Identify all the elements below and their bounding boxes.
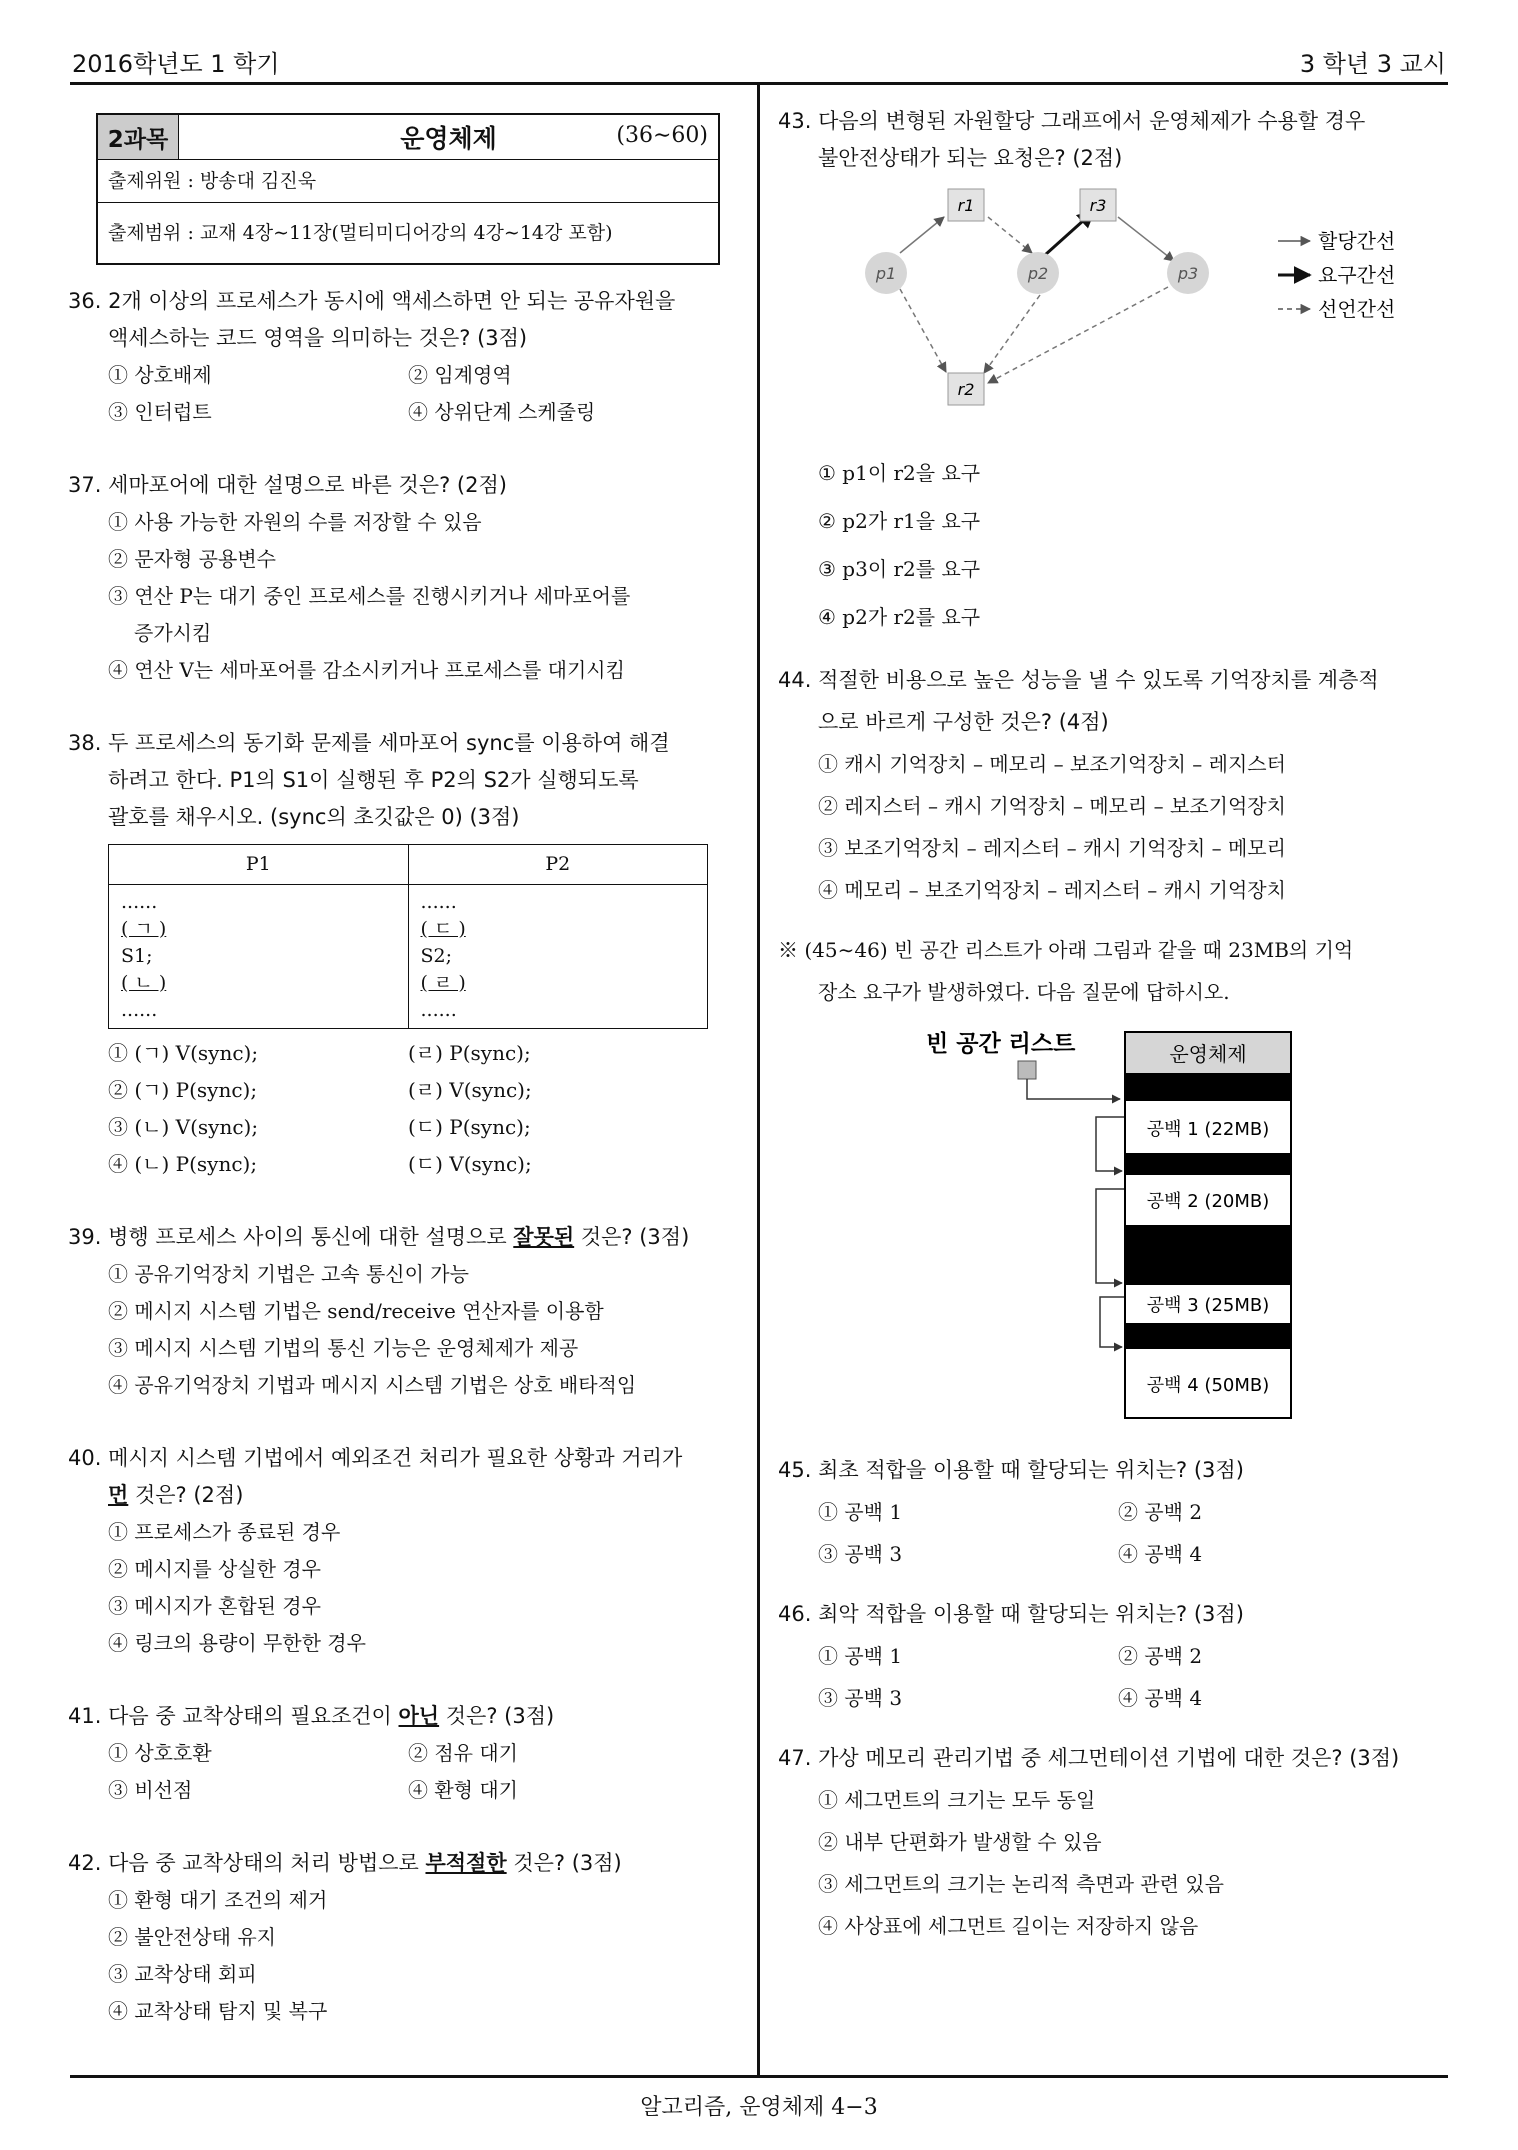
option: ② (ㄱ) P(sync); (108, 1078, 258, 1102)
emphasis: 먼 (108, 1483, 129, 1507)
label-p2: p2 (1027, 264, 1049, 283)
option: ① 환형 대기 조건의 제거 (108, 1888, 328, 1912)
option: ① 상호호환 (108, 1741, 212, 1765)
option: ③ 연산 P는 대기 중인 프로세스를 진행시키거나 세마포어를 (108, 584, 631, 608)
option-part: (ㄹ) P(sync); (408, 1041, 531, 1065)
head-pointer (1027, 1079, 1120, 1099)
link-hole3-hole4 (1100, 1297, 1124, 1347)
option: ① (ㄱ) V(sync); (108, 1041, 259, 1065)
subject-title: 운영체제 (36∼60) (400, 123, 708, 153)
hole-4-label: 공백 4 (50MB) (1146, 1375, 1270, 1396)
option: ① 상호배제 (108, 363, 212, 387)
edge-p3-r2 (988, 287, 1168, 383)
option: ④ 사상표에 세그먼트 길이는 저장하지 않음 (818, 1914, 1199, 1938)
edge-p2-r1 (988, 217, 1032, 253)
option: ④ 링크의 용량이 무한한 경우 (108, 1631, 366, 1655)
option: ① 세그먼트의 크기는 모두 동일 (818, 1788, 1096, 1812)
resource-allocation-graph (808, 177, 1428, 437)
subject-box (96, 113, 720, 265)
option: ④ 공백 4 (1118, 1686, 1203, 1710)
option: ② 점유 대기 (408, 1741, 518, 1765)
exam-semester: 2016학년도 1 학기 (72, 50, 280, 78)
option: ④ 환형 대기 (408, 1778, 518, 1802)
os-label: 운영체제 (1169, 1042, 1247, 1066)
question-47: 47. 가상 메모리 관리기법 중 세그먼테이션 기법에 대한 것은? (3점) ① 세그먼트의 크기는 모두 동일 ② 내부 단편화가 발생할 수 있음 ③ 세그먼트의 크기는 논리적 측면과 관련 있음 ④ 사상표에 세그먼트 길이는 저장하지 않음 (778, 1737, 1454, 1947)
option: ① p1이 r2을 요구 (818, 461, 981, 485)
p1-code: ...... ( ㄱ ) S1; ( ㄴ ) ...... (109, 885, 409, 1029)
hole-2-label: 공백 2 (20MB) (1146, 1191, 1270, 1212)
free-list-head (1018, 1061, 1036, 1079)
hole-1-label: 공백 1 (22MB) (1146, 1119, 1270, 1140)
option: ④ 상위단계 스케줄링 (408, 400, 596, 424)
question-38: 38. 두 프로세스의 동기화 문제를 세마포어 sync를 이용하여 해결 하려고 한다. P1의 S1이 실행된 후 P2의 S2가 실행되도록 괄호를 채우시오. (sync의 초깃값은 0) (3점) P1 P2 ...... ( ㄱ ) S1; ( ㄴ ) ...... ...... ( ㄷ ) S2; ( ㄹ ) ...... ① (ㄱ) V(sync); (ㄹ) P(sync); ② (ㄱ) P(sync); (ㄹ) V(sync); ③ (ㄴ) V(sync); (ㄷ) P(sync); ④ (ㄴ) P(sync); (ㄷ) V(sync); (68, 725, 744, 1183)
option: ④ 교착상태 탐지 및 복구 (108, 1999, 328, 2023)
option: ③ p3이 r2를 요구 (818, 557, 981, 581)
label-r3: r3 (1089, 196, 1107, 215)
option: ② 내부 단편화가 발생할 수 있음 (818, 1830, 1102, 1854)
option: ① 프로세스가 종료된 경우 (108, 1520, 341, 1544)
label-r1: r1 (957, 196, 975, 215)
label-p3: p3 (1177, 264, 1199, 283)
option: ② p2가 r1을 요구 (818, 509, 981, 533)
exam-grade-period: 3 학년 3 교시 (1299, 50, 1446, 78)
option: ③ 메시지 시스템 기법의 통신 기능은 운영체제가 제공 (108, 1336, 579, 1360)
edge-r1-p1 (900, 217, 944, 253)
label-r2: r2 (957, 380, 975, 399)
code-table (108, 844, 708, 1029)
legend-allocation: 할당간선 (1318, 229, 1396, 253)
edge-p1-r2 (900, 289, 946, 372)
option: ① 캐시 기억장치 – 메모리 – 보조기억장치 – 레지스터 (818, 752, 1286, 776)
footer-rule (70, 2075, 1448, 2078)
option: ③ 메시지가 혼합된 경우 (108, 1594, 321, 1618)
option-part: (ㄷ) P(sync); (408, 1115, 531, 1139)
instruction-note: ※ (45∼46) 빈 공간 리스트가 아래 그림과 같을 때 23MB의 기억 장소 요구가 발생하였다. 다음 질문에 답하시오. (778, 938, 1354, 1004)
free-list-label: 빈 공간 리스트 (926, 1031, 1076, 1057)
option: ③ 세그먼트의 크기는 논리적 측면과 관련 있음 (818, 1872, 1224, 1896)
question-range: (36∼60) (616, 123, 708, 148)
option: ③ 인터럽트 (108, 400, 212, 424)
emphasis: 부적절한 (425, 1851, 507, 1875)
question-43: 43. 다음의 변형된 자원할당 그래프에서 운영체제가 수용할 경우 불안전상태가 되는 요청은? (2점) r1 r3 r2 p1 p2 p3 할당간선 요구간선 선언간선 ① p1이 r2을 요구 ② p2가 r1을 요구 ③ p3이 r2를 요구 ④ p2가 r2를 요구 (778, 103, 1454, 641)
table-header-p2: P2 (408, 845, 708, 885)
option: ② 메시지 시스템 기법은 send/receive 연산자를 이용함 (108, 1299, 604, 1323)
question-45: 45. 최초 적합을 이용할 때 할당되는 위치는? (3점) ① 공백 1 ② 공백 2 ③ 공백 3 ④ 공백 4 (778, 1449, 1454, 1575)
option: ① 공백 1 (818, 1644, 903, 1668)
p2-code: ...... ( ㄷ ) S2; ( ㄹ ) ...... (408, 885, 708, 1029)
option: ② 레지스터 – 캐시 기억장치 – 메모리 – 보조기억장치 (818, 794, 1286, 818)
link-hole1-hole2 (1096, 1117, 1124, 1171)
option: ④ (ㄴ) P(sync); (108, 1152, 258, 1176)
edge-p2-r2 (984, 295, 1040, 373)
legend-claim: 선언간선 (1318, 297, 1396, 321)
subject-label: 2과목 (98, 115, 179, 159)
page-footer: 알고리즘, 운영체제 4−3 (640, 2095, 878, 2120)
option: ② 공백 2 (1118, 1500, 1203, 1524)
question-42: 42. 다음 중 교착상태의 처리 방법으로 부적절한 것은? (3점) ① 환형 대기 조건의 제거 ② 불안전상태 유지 ③ 교착상태 회피 ④ 교착상태 탐지 및 복구 (68, 1845, 744, 2030)
option: ④ 공유기억장치 기법과 메시지 시스템 기법은 상호 배타적임 (108, 1373, 637, 1397)
subject-author: 출제위원 : 방송대 김진욱 (98, 160, 718, 203)
question-39: 39. 병행 프로세스 사이의 통신에 대한 설명으로 잘못된 것은? (3점) ① 공유기억장치 기법은 고속 통신이 가능 ② 메시지 시스템 기법은 send/receive 연산자를 이용함 ③ 메시지 시스템 기법의 통신 기능은 운영체제가 제공 ④ 공유기억장치 기법과 메시지 시스템 기법은 상호 배타적임 (68, 1219, 744, 1404)
option: ② 공백 2 (1118, 1644, 1203, 1668)
question-41: 41. 다음 중 교착상태의 필요조건이 아닌 것은? (3점) ① 상호호환 ② 점유 대기 ③ 비선점 ④ 환형 대기 (68, 1698, 744, 1809)
subject-scope: 출제범위 : 교재 4장∼11장(멀티미디어강의 4강∼14강 포함) (108, 222, 613, 244)
option: ① 공유기억장치 기법은 고속 통신이 가능 (108, 1262, 469, 1286)
left-column (68, 88, 744, 2030)
option: ④ 공백 4 (1118, 1542, 1203, 1566)
option: ③ 보조기억장치 – 레지스터 – 캐시 기억장치 – 메모리 (818, 836, 1286, 860)
option: ② 불안전상태 유지 (108, 1925, 276, 1949)
option: ② 문자형 공용변수 (108, 547, 276, 571)
option: ④ 연산 V는 세마포어를 감소시키거나 프로세스를 대기시킴 (108, 658, 625, 682)
label-p1: p1 (875, 264, 897, 283)
option: ③ 비선점 (108, 1778, 193, 1802)
option-part: (ㄷ) V(sync); (408, 1152, 532, 1176)
emphasis: 아닌 (398, 1704, 440, 1728)
question-40: 40. 메시지 시스템 기법에서 예외조건 처리가 필요한 상황과 거리가 먼 것은? (2점) ① 프로세스가 종료된 경우 ② 메시지를 상실한 경우 ③ 메시지가 혼합된 경우 ④ 링크의 용량이 무한한 경우 (68, 1440, 744, 1662)
column-divider (757, 85, 760, 2075)
question-46: 46. 최악 적합을 이용할 때 할당되는 위치는? (3점) ① 공백 1 ② 공백 2 ③ 공백 3 ④ 공백 4 (778, 1593, 1454, 1719)
question-36: 36. 2개 이상의 프로세스가 동시에 액세스하면 안 되는 공유자원을 액세스하는 코드 영역을 의미하는 것은? (3점) ① 상호배제 ② 임계영역 ③ 인터럽트 ④ 상위단계 스케줄링 (68, 283, 744, 431)
hole-3-label: 공백 3 (25MB) (1146, 1295, 1270, 1316)
right-column (778, 103, 1454, 1947)
free-space-list-diagram (778, 1017, 1438, 1427)
option: ② 임계영역 (408, 363, 512, 387)
option: ③ (ㄴ) V(sync); (108, 1115, 259, 1139)
emphasis: 잘못된 (513, 1225, 575, 1249)
option: ② 메시지를 상실한 경우 (108, 1557, 321, 1581)
edge-r3-p3 (1118, 217, 1174, 261)
option-continuation: 증가시킴 (134, 621, 212, 645)
option: ③ 공백 3 (818, 1542, 903, 1566)
legend-request: 요구간선 (1318, 263, 1396, 287)
question-44: 44. 적절한 비용으로 높은 성능을 낼 수 있도록 기억장치를 계층적 으로 바르게 구성한 것은? (4점) ① 캐시 기억장치 – 메모리 – 보조기억장치 – 레지스터 ② 레지스터 – 캐시 기억장치 – 메모리 – 보조기억장치 ③ 보조기억장치 – 레지스터 – 캐시 기억장치 – 메모리 ④ 메모리 – 보조기억장치 – 레지스터 – 캐시 기억장치 (778, 659, 1454, 911)
option: ③ 교착상태 회피 (108, 1962, 257, 1986)
option-part: (ㄹ) V(sync); (408, 1078, 532, 1102)
option: ① 사용 가능한 자원의 수를 저장할 수 있음 (108, 510, 482, 534)
table-header-p1: P1 (109, 845, 409, 885)
link-hole2-hole3 (1096, 1189, 1124, 1283)
option: ① 공백 1 (818, 1500, 903, 1524)
option: ④ p2가 r2를 요구 (818, 605, 981, 629)
question-37: 37. 세마포어에 대한 설명으로 바른 것은? (2점) ① 사용 가능한 자원의 수를 저장할 수 있음 ② 문자형 공용변수 ③ 연산 P는 대기 중인 프로세스를 진행시키거나 세마포어를 증가시킴 ④ 연산 V는 세마포어를 감소시키거나 프로세스를 대기시킴 (68, 467, 744, 689)
option: ③ 공백 3 (818, 1686, 903, 1710)
option: ④ 메모리 – 보조기억장치 – 레지스터 – 캐시 기억장치 (818, 878, 1286, 902)
